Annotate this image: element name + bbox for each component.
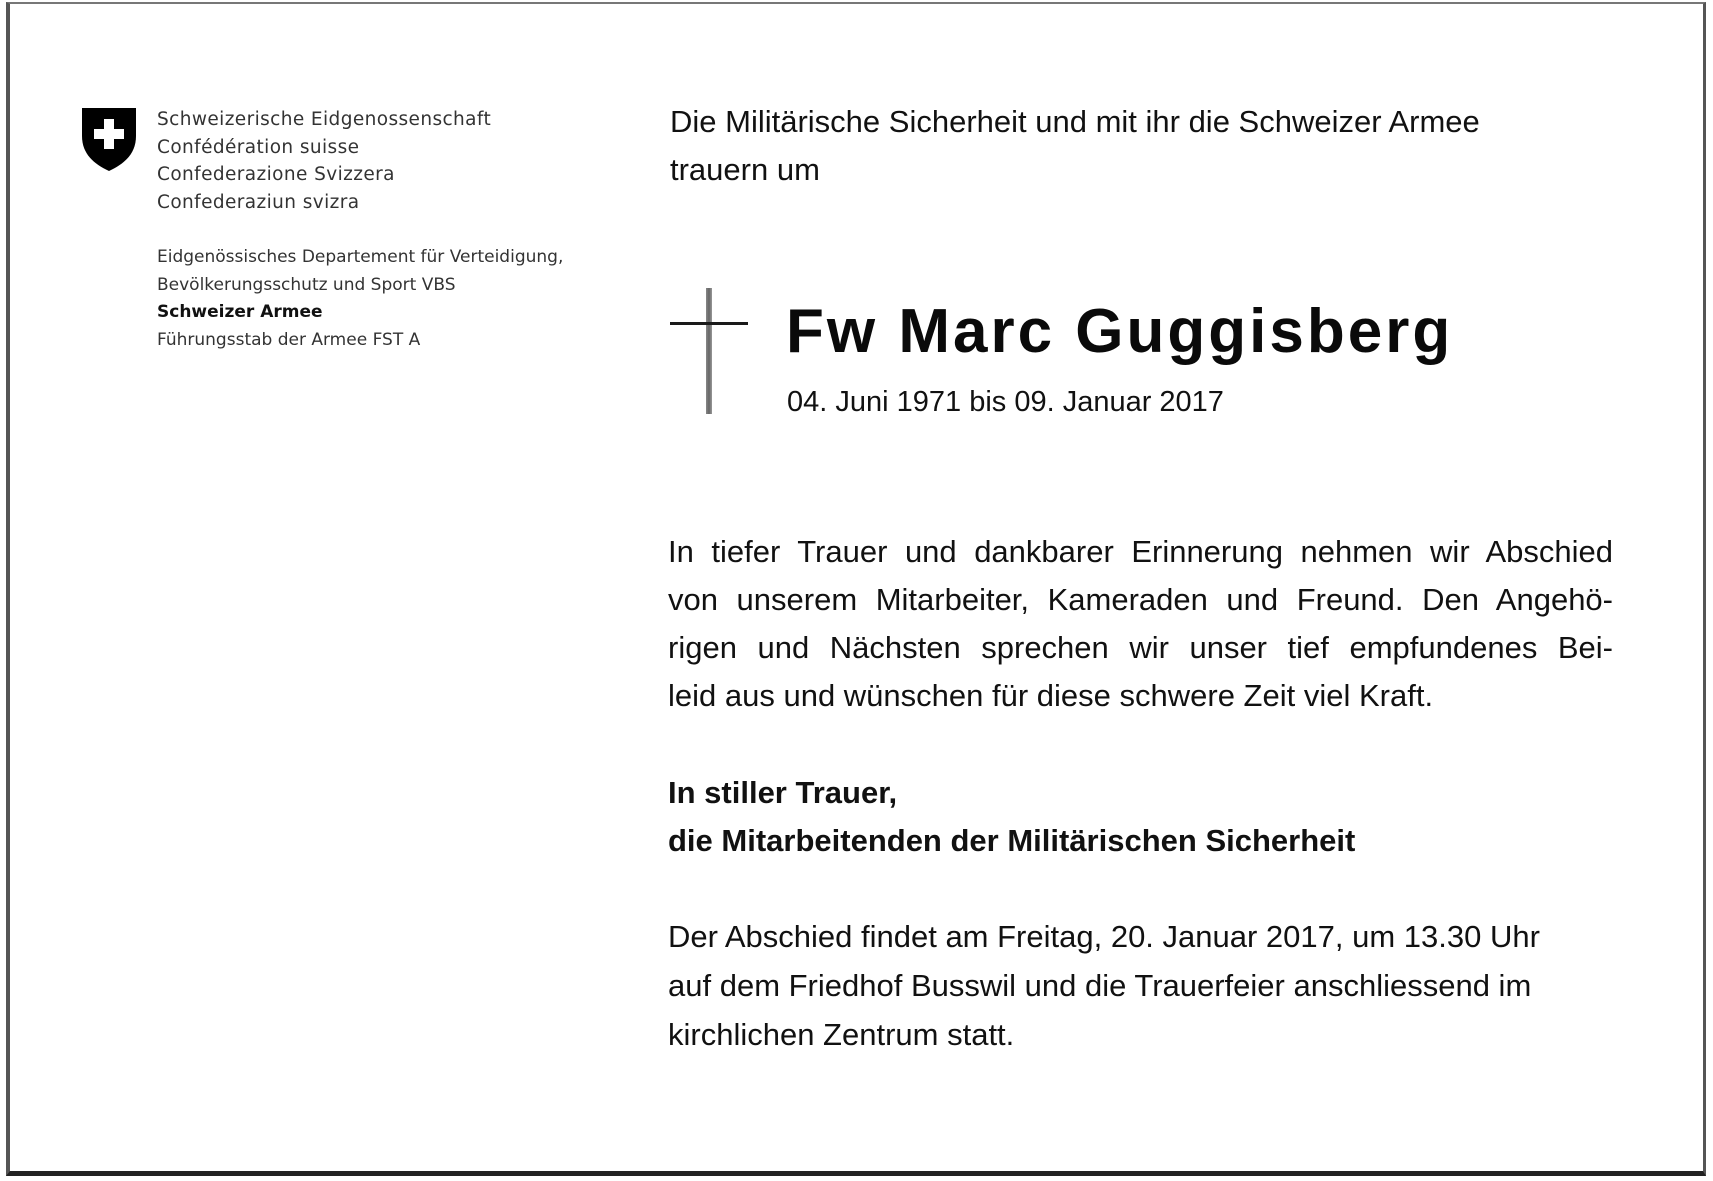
- farewell-paragraph: [668, 912, 1613, 1059]
- farewell-line-3: kirchlichen Zentrum statt.: [668, 1017, 1015, 1052]
- department-block: [157, 244, 563, 354]
- swiss-coat-of-arms-icon: [80, 106, 138, 172]
- condolence-line-1: In tiefer Trauer und dankbarer Erinnerung nehmen wir Abschied: [668, 534, 1613, 569]
- sub-unit-name: Führungsstab der Armee FST A: [157, 329, 421, 350]
- signoff-line-1: In stiller Trauer,: [668, 775, 898, 810]
- signoff-line-2: die Mitarbeitenden der Militärischen Sicherheit: [668, 823, 1356, 858]
- confederation-line-fr: Confédération suisse: [157, 136, 360, 158]
- intro-line-2: trauern um: [670, 152, 820, 187]
- unit-name: Schweizer Armee: [157, 302, 323, 322]
- intro-text: [670, 98, 1630, 194]
- cross-horizontal-bar: [670, 322, 748, 325]
- farewell-line-2: auf dem Friedhof Busswil und die Trauerfeier anschliessend im: [668, 968, 1532, 1003]
- condolence-line-2: von unserem Mitarbeiter, Kameraden und Freund. Den Angehö-: [668, 582, 1613, 617]
- condolence-line-4: leid aus und wünschen für diese schwere Zeit viel Kraft.: [668, 678, 1434, 713]
- deceased-name: Fw Marc Guggisberg: [786, 297, 1454, 366]
- confederation-names: [157, 106, 491, 216]
- cross-vertical-bar: [706, 288, 712, 414]
- department-line-1: Eidgenössisches Departement für Verteidigung,: [157, 247, 564, 267]
- latin-cross-icon: [670, 288, 748, 416]
- condolence-line-3: rigen und Nächsten sprechen wir unser tief empfundenes Bei-: [668, 630, 1613, 665]
- signoff: [668, 769, 1613, 865]
- confederation-line-de: Schweizerische Eidgenossenschaft: [157, 109, 492, 130]
- confederation-line-rm: Confederaziun svizra: [157, 191, 360, 213]
- condolence-paragraph: [668, 528, 1613, 720]
- confederation-line-it: Confederazione Svizzera: [157, 164, 395, 185]
- intro-line-1: Die Militärische Sicherheit und mit ihr die Schweizer Armee: [670, 104, 1480, 139]
- farewell-line-1: Der Abschied findet am Freitag, 20. Januar 2017, um 13.30 Uhr: [668, 919, 1540, 954]
- department-line-2: Bevölkerungsschutz und Sport VBS: [157, 274, 456, 295]
- life-dates: 04. Juni 1971 bis 09. Januar 2017: [787, 386, 1224, 418]
